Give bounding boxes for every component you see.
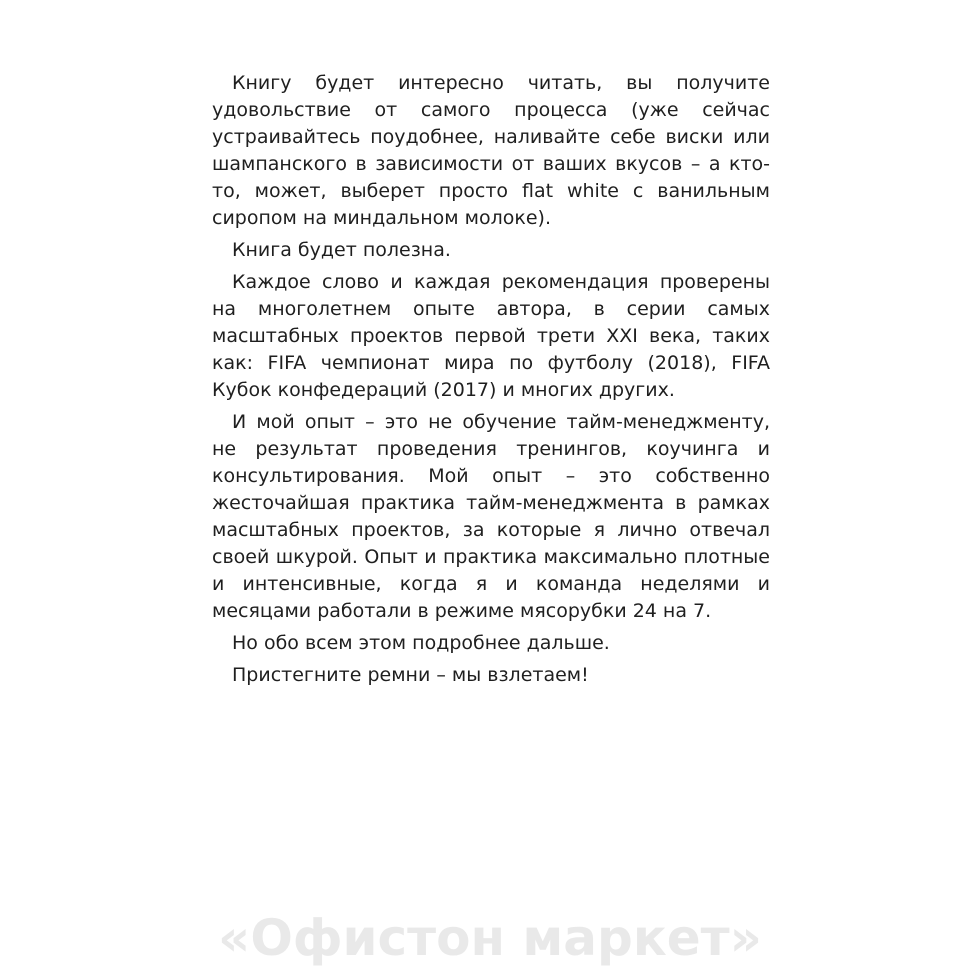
paragraph-more-later: Но обо всем этом подробнее дальше. xyxy=(232,632,610,654)
body-text xyxy=(212,70,770,694)
paragraph-useful: Книга будет полезна. xyxy=(232,239,451,261)
paragraph-buckle-up: Пристегните ремни – мы взлетаем! xyxy=(232,664,589,686)
paragraph-practice: И мой опыт – это не обучение тайм-менеджменту, не результат проведения тренингов, коучинга и консультирования. Мой опыт – это собственно жесточайшая практика тайм-менеджмента в рамках масштабных проектов, за которые я лично отвечал своей шкурой. Опыт и практика максимально плотные и интенсивные, когда я и команда неделями и месяцами работали в режиме мясорубки 24 на 7. xyxy=(212,411,770,622)
paragraph-intro: Книгу будет интересно читать, вы получите удовольствие от самого процесса (уже сейчас устраивайтесь поудобнее, наливайте себе виски или шампанского в зависимости от ваших вкусов – а кто-то, может, выберет просто flat white с ванильным сиропом на миндальном молоке). xyxy=(212,72,770,229)
store-watermark: «Офистон маркет» xyxy=(218,909,762,967)
paragraph-experience: Каждое слово и каждая рекомендация проверены на многолетнем опыте автора, в серии самых масштабных проектов первой трети XXI века, таких как: FIFA чемпионат мира по футболу (2018), FIFA Кубок конфедераций (2017) и многих других. xyxy=(212,271,770,401)
